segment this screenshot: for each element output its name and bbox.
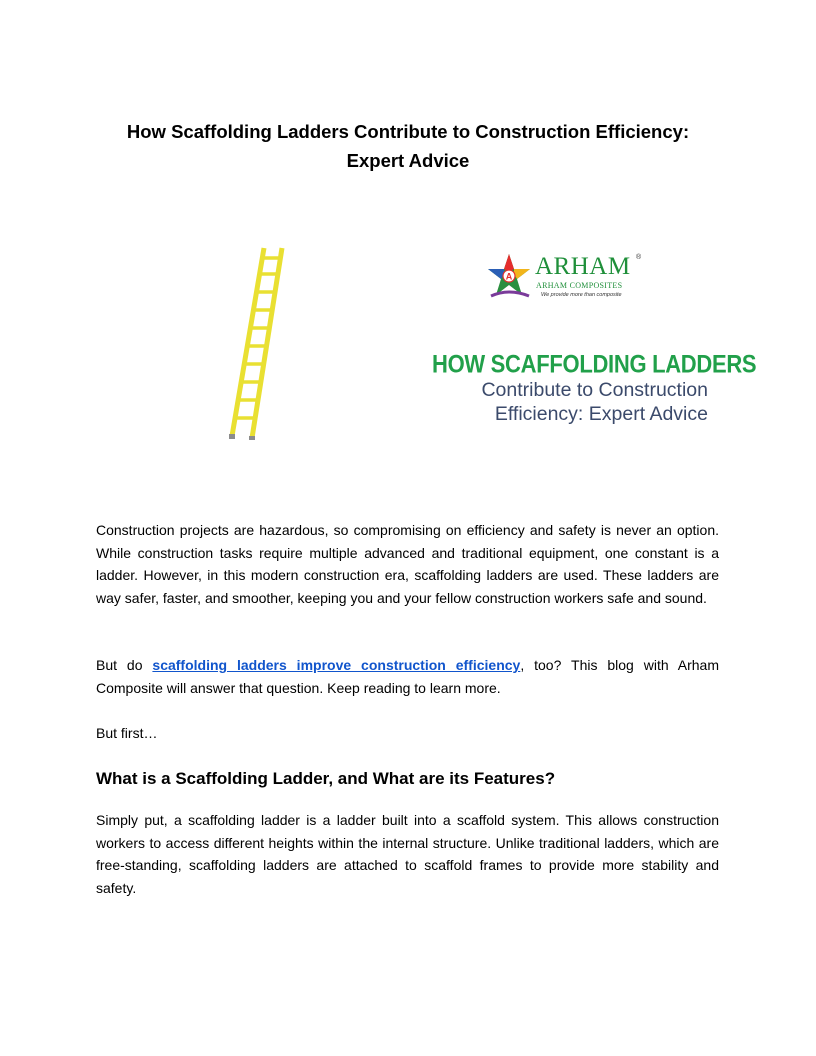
intro-paragraph: Construction projects are hazardous, so compromising on efficiency and safety is never an option. While construction tasks require multiple advanced and traditional equipment, one constant is a ladder. However, in this modern construction era, scaffolding ladders are used. These ladders are way safer, faster, and smoother, keeping you and your fellow construction workers safe and sound. [96,522,719,606]
page-title: How Scaffolding Ladders Contribute to Construction Efficiency: Expert Advice [126,121,690,171]
ladder-illustration [210,240,290,440]
logo-name: ARHAM [535,253,631,280]
transition-paragraph: But first… [96,725,158,741]
question-text-before: But do [96,657,153,673]
hero-banner-image [200,235,757,445]
registered-mark: ® [636,254,642,261]
banner-headline: HOW SCAFFOLDING LADDERS [432,350,757,378]
question-text-after: , too? This blog with Arham Composite will answer that question. Keep reading to learn more. [96,657,720,696]
section-heading: What is a Scaffolding Ladder, and What are its Features? [96,769,556,788]
question-paragraph [96,654,719,699]
star-logo-icon [485,252,533,302]
logo-tagline: We provide more than composite [541,292,622,298]
logo-subtitle: ARHAM COMPOSITES [536,281,623,290]
definition-paragraph: Simply put, a scaffolding ladder is a ladder built into a scaffold system. This allows construction workers to access different heights within the internal structure. Unlike traditional ladders, which are free-standing, scaffolding ladders are attached to scaffold frames to provide more stability and safety. [96,812,719,896]
logo-star-letter: A [505,271,513,282]
arham-logo [485,252,655,306]
scaffolding-efficiency-link[interactable]: scaffolding ladders improve construction efficiency [152,657,521,673]
banner-subline-2: Efficiency: Expert Advice [494,403,708,425]
banner-subline-1: Contribute to Construction [481,379,708,401]
